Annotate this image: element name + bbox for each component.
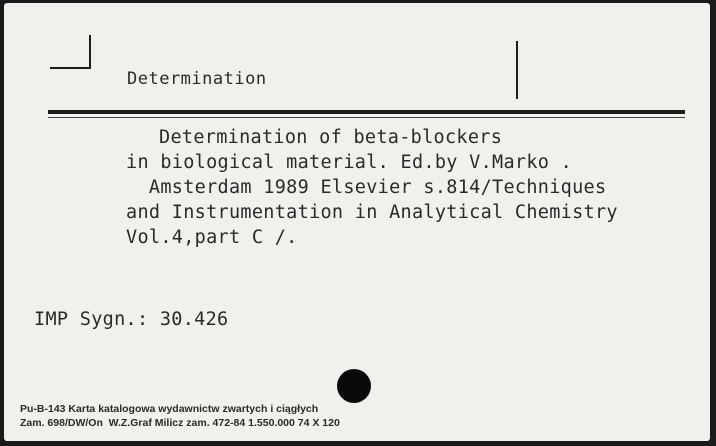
horizontal-rule-thick [48, 110, 685, 114]
body-line-2: in biological material. Ed.by V.Marko . [126, 152, 573, 173]
vertical-rule [516, 41, 518, 99]
horizontal-rule-thin [48, 117, 685, 118]
catalog-card [4, 3, 710, 441]
corner-mark-horizontal [50, 67, 91, 69]
body-line-3: Amsterdam 1989 Elsevier s.814/Techniques [126, 177, 607, 198]
footer-line-1: Pu-B-143 Karta katalogowa wydawnictw zwartych i ciągłych [20, 403, 319, 415]
card-heading: Determination [127, 69, 267, 89]
body-line-4: and Instrumentation in Analytical Chemistry [126, 202, 618, 223]
call-number: IMP Sygn.: 30.426 [34, 309, 229, 330]
footer-line-2: Zam. 698/DW/On W.Z.Graf Milicz zam. 472-84 1.550.000 74 X 120 [20, 417, 340, 429]
body-line-5: Vol.4,part C /. [126, 227, 298, 248]
corner-mark-vertical [89, 35, 91, 69]
body-line-1: Determination of beta-blockers [159, 127, 503, 148]
punch-hole [337, 369, 371, 403]
